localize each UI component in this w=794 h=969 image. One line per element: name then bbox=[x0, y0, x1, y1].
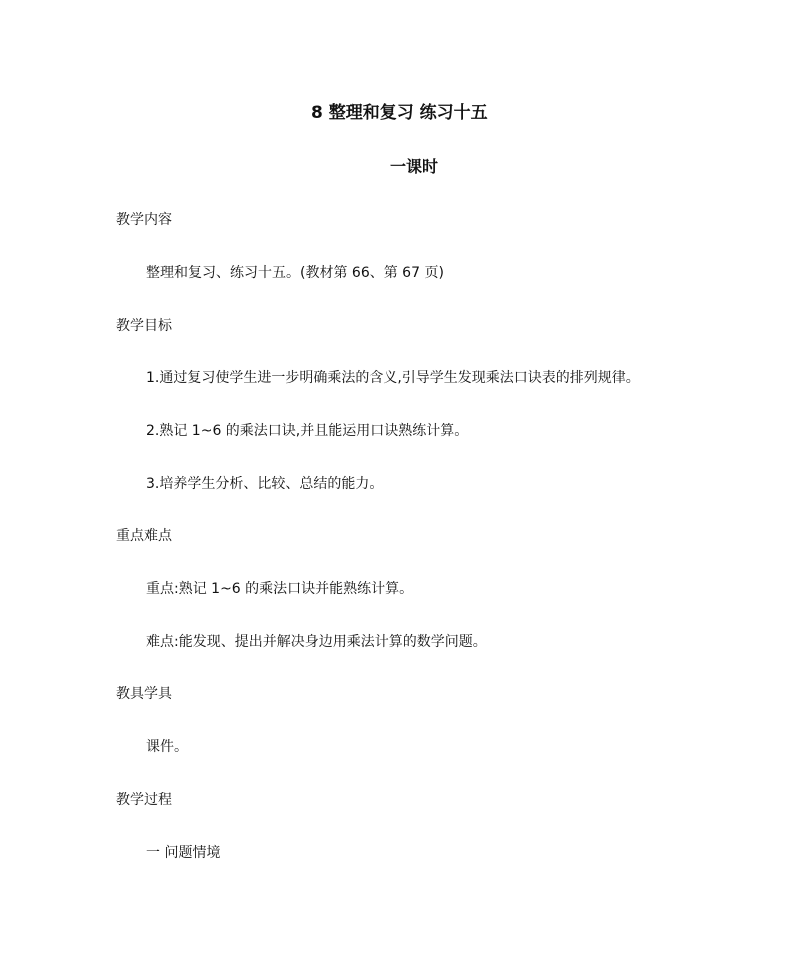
paragraph: 2.熟记 1~6 的乘法口诀,并且能运用口诀熟练计算。 bbox=[146, 423, 469, 439]
section-heading-key-points: 重点难点 bbox=[116, 528, 172, 544]
paragraph: 整理和复习、练习十五。(教材第 66、第 67 页) bbox=[146, 265, 444, 281]
paragraph: 课件。 bbox=[146, 739, 188, 755]
paragraph: 重点:熟记 1~6 的乘法口诀并能熟练计算。 bbox=[146, 581, 414, 597]
section-heading-process: 教学过程 bbox=[116, 792, 172, 808]
section-heading-content: 教学内容 bbox=[116, 212, 172, 228]
paragraph: 3.培养学生分析、比较、总结的能力。 bbox=[146, 476, 384, 492]
paragraph: 1.通过复习使学生进一步明确乘法的含义,引导学生发现乘法口诀表的排列规律。 bbox=[146, 370, 640, 386]
document-title: 8 整理和复习 练习十五 bbox=[311, 103, 488, 123]
paragraph: 难点:能发现、提出并解决身边用乘法计算的数学问题。 bbox=[146, 634, 487, 650]
paragraph: 一 问题情境 bbox=[146, 845, 221, 861]
document-subtitle: 一课时 bbox=[390, 157, 439, 176]
section-heading-materials: 教具学具 bbox=[116, 686, 172, 702]
section-heading-objectives: 教学目标 bbox=[116, 318, 172, 334]
